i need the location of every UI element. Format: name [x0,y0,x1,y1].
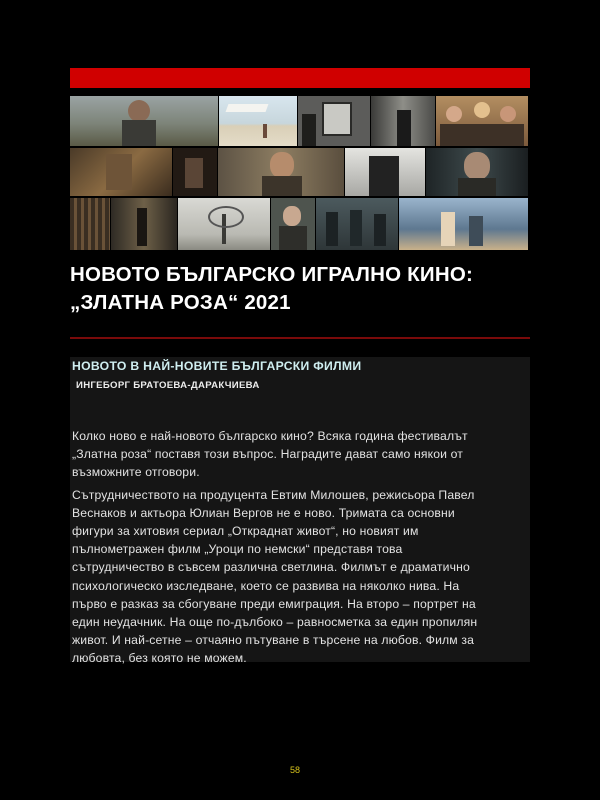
film-still-workshop [70,148,172,196]
film-still-group-people [436,96,528,146]
paragraph-2-line: психологическо изследване, което се развива на няколко нива. На [72,578,460,593]
article-title-line-1: НОВОТО БЪЛГАРСКО ИГРАЛНО КИНО: [70,263,473,286]
paragraph-1-line: Колко ново е най-новото българско кино? Всяка година фестивалът [72,429,468,443]
film-still-bald-man [426,148,528,196]
article-panel [70,357,530,666]
film-still-photographer-bw [345,148,425,196]
film-still-corridor [111,198,177,250]
article-author: ИНГЕБОРГ БРАТОЕВА-ДАРАКЧИЕВА [76,380,260,391]
film-still-old-man [271,198,315,250]
page-number: 58 [290,765,301,775]
film-still-man-portrait [218,148,344,196]
article-title-line-2: „ЗЛАТНА РОЗА“ 2021 [70,291,291,314]
paragraph-2-line: фигури за хитовия сериал „Откраднат живот“, но новият им [72,524,419,539]
film-still-man-in-field [70,96,218,146]
film-still-blue-scene [399,198,528,250]
paragraph-2-line: Веснаков и актьора Юлиан Вергов не е ново. Тримата са основни [72,505,455,520]
title-divider [70,337,530,339]
paragraph-2-line: първо е разказ за сбогуване преди емиграция. На второ – портрет на [72,596,476,611]
paragraph-2-line: сътрудничество в съвсем различна светлина. Филмът е драматично [72,560,470,575]
film-still-bookshelves [70,198,110,250]
article-subtitle: НОВОТО В НАЙ-НОВИТЕ БЪЛГАРСКИ ФИЛМИ [72,359,362,373]
film-still-beach-canopy [219,96,297,146]
film-still-interior-bw [371,96,435,146]
film-stills-collage [70,96,528,250]
paragraph-2 [72,486,528,668]
paragraph-1-line: „Златна роза“ поставя този въпрос. Наградите дават само някои от [72,447,464,462]
paragraph-2-line: живот. И най-сетне – отчаяно пътуване в търсене на любов. Филм за [72,633,475,648]
paragraph-2-line: Сътрудничеството на продуцента Евтим Милошев, режисьора Павел [72,487,475,502]
film-still-dark-room [173,148,217,196]
film-still-lone-tree [178,198,270,250]
article-body [72,427,528,672]
header-accent-bar [70,68,530,88]
film-still-window-scene [298,96,370,146]
article-title [70,261,540,317]
paragraph-2-line: пълнометражен филм „Уроци по немски“ представя това [72,542,403,557]
paragraph-2-line: един неудачник. На още по-дълбоко – равносметка за един пропилян [72,615,478,630]
paragraph-1-line: възможните отговори. [72,465,200,480]
paragraph-1 [72,427,528,482]
film-still-soldiers [316,198,398,250]
paragraph-2-line: любовта, без която не можем. [72,651,247,666]
